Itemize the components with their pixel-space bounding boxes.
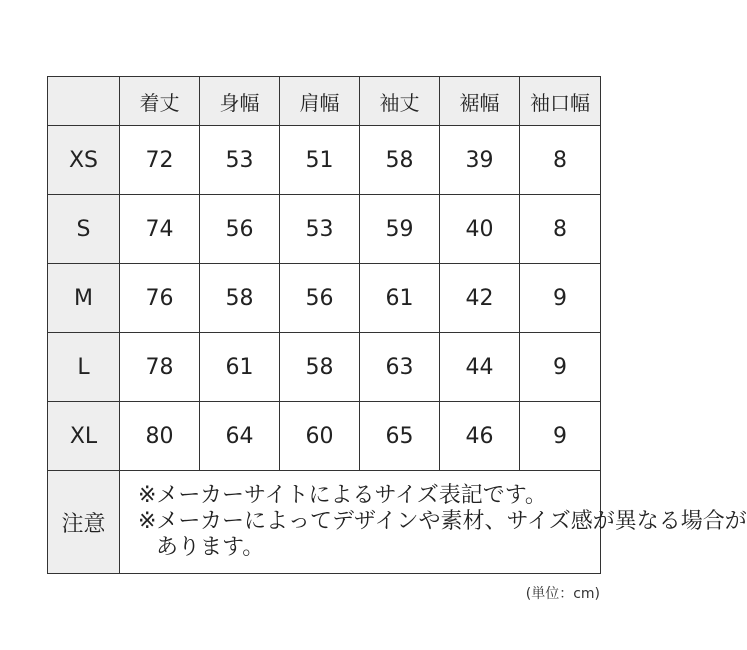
table-cell: 65 [360,402,440,471]
table-cell: 8 [520,195,601,264]
table-cell: 59 [360,195,440,264]
size-label: S [48,195,120,264]
note-line: ※メーカーサイトによるサイズ表記です。 [138,483,547,508]
column-header-length: 着丈 [120,77,200,126]
size-label: XS [48,126,120,195]
table-cell: 56 [200,195,280,264]
table-cell: 63 [360,333,440,402]
size-chart-table [47,76,747,574]
table-cell: 39 [440,126,520,195]
table-cell: 42 [440,264,520,333]
column-header-sleeve-length: 袖丈 [360,77,440,126]
table-cell: 58 [360,126,440,195]
table-cell: 78 [120,333,200,402]
table-cell: 8 [520,126,601,195]
table-cell: 9 [520,264,601,333]
table-row [48,126,601,195]
table-cell: 64 [200,402,280,471]
note-line: あります。 [156,535,265,560]
table-cell: 58 [200,264,280,333]
table-cell: 61 [360,264,440,333]
table-cell: 40 [440,195,520,264]
column-header-shoulder-width: 肩幅 [280,77,360,126]
table-cell: 60 [280,402,360,471]
unit-label: (単位：cm) [525,586,600,602]
table-cell: 61 [200,333,280,402]
column-header-body-width: 身幅 [200,77,280,126]
size-label: L [48,333,120,402]
table-cell: 44 [440,333,520,402]
table-cell: 74 [120,195,200,264]
size-label: XL [48,402,120,471]
table-cell: 51 [280,126,360,195]
header-row [48,77,601,126]
table-row [48,264,601,333]
corner-cell [48,77,120,126]
table-cell: 76 [120,264,200,333]
size-label: M [48,264,120,333]
table-cell: 58 [280,333,360,402]
table-cell: 80 [120,402,200,471]
note-text [120,471,747,574]
column-header-cuff-width: 袖口幅 [520,77,601,126]
table-cell: 9 [520,333,601,402]
table-cell: 56 [280,264,360,333]
note-line: ※メーカーによってデザインや素材、サイズ感が異なる場合が [138,509,747,534]
table-cell: 72 [120,126,200,195]
note-label: 注意 [48,471,120,574]
table-cell: 46 [440,402,520,471]
table-row [48,195,601,264]
table-row [48,333,601,402]
table-row [48,402,601,471]
table-cell: 53 [280,195,360,264]
table-cell: 53 [200,126,280,195]
column-header-hem-width: 裾幅 [440,77,520,126]
note-row [48,471,601,574]
table-cell: 9 [520,402,601,471]
